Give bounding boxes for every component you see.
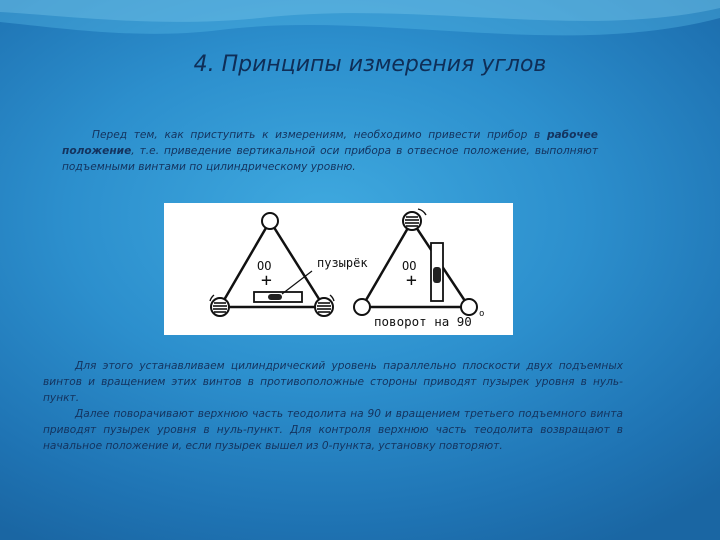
top-screw-icon [262, 213, 278, 229]
intro-text-part2: , т.е. приведение вертикальной оси прибора в отвесное положение, выполняют подъемными винтами по цилиндрическому уровню. [62, 145, 598, 173]
degree-mark: o [479, 309, 485, 319]
method-paragraphs [43, 358, 623, 454]
bubble-label: пузырёк [317, 256, 368, 270]
vertical-bubble-icon [433, 267, 441, 283]
marker-oo-right: OO [402, 259, 417, 273]
right-screw-plain-icon [461, 299, 477, 315]
top-screw-hatched-icon [403, 209, 426, 230]
intro-bold-term: рабочее положение [62, 129, 598, 157]
right-triangle-diagram [354, 209, 484, 329]
intro-paragraph [62, 127, 598, 175]
method-paragraph-1 [43, 358, 623, 406]
left-screw-plain-icon [354, 299, 370, 315]
intro-text-part1: Перед тем, как приступить к измерениям, необходимо привести прибор в [92, 129, 547, 141]
marker-plus-right: + [406, 270, 417, 291]
left-triangle-diagram [210, 213, 368, 316]
rotate-label: поворот на 90 [374, 314, 472, 329]
bubble-icon [268, 294, 282, 300]
method-text-1: Для этого устанавливаем цилиндрический уровень параллельно плоскости двух подъемных винтов и вращением этих винтов в противоположные стороны приводят пузырек уровня в нуль-пункт. [43, 360, 623, 404]
marker-oo-left: OO [257, 259, 272, 273]
method-paragraph-2 [43, 406, 623, 454]
slide-title: 4. Принципы измерения углов [193, 52, 547, 77]
leveling-diagram [164, 203, 513, 335]
method-text-2: Далее поворачивают верхнюю часть теодолита на 90 и вращением третьего подъемного винта приводят пузырек уровня в нуль-пункт. Для контроля верхнюю часть теодолита возвращают в начальное положение и, если пузырек вышел из 0-пункта, установку повторяют. [43, 408, 623, 452]
marker-plus-left: + [261, 270, 272, 291]
